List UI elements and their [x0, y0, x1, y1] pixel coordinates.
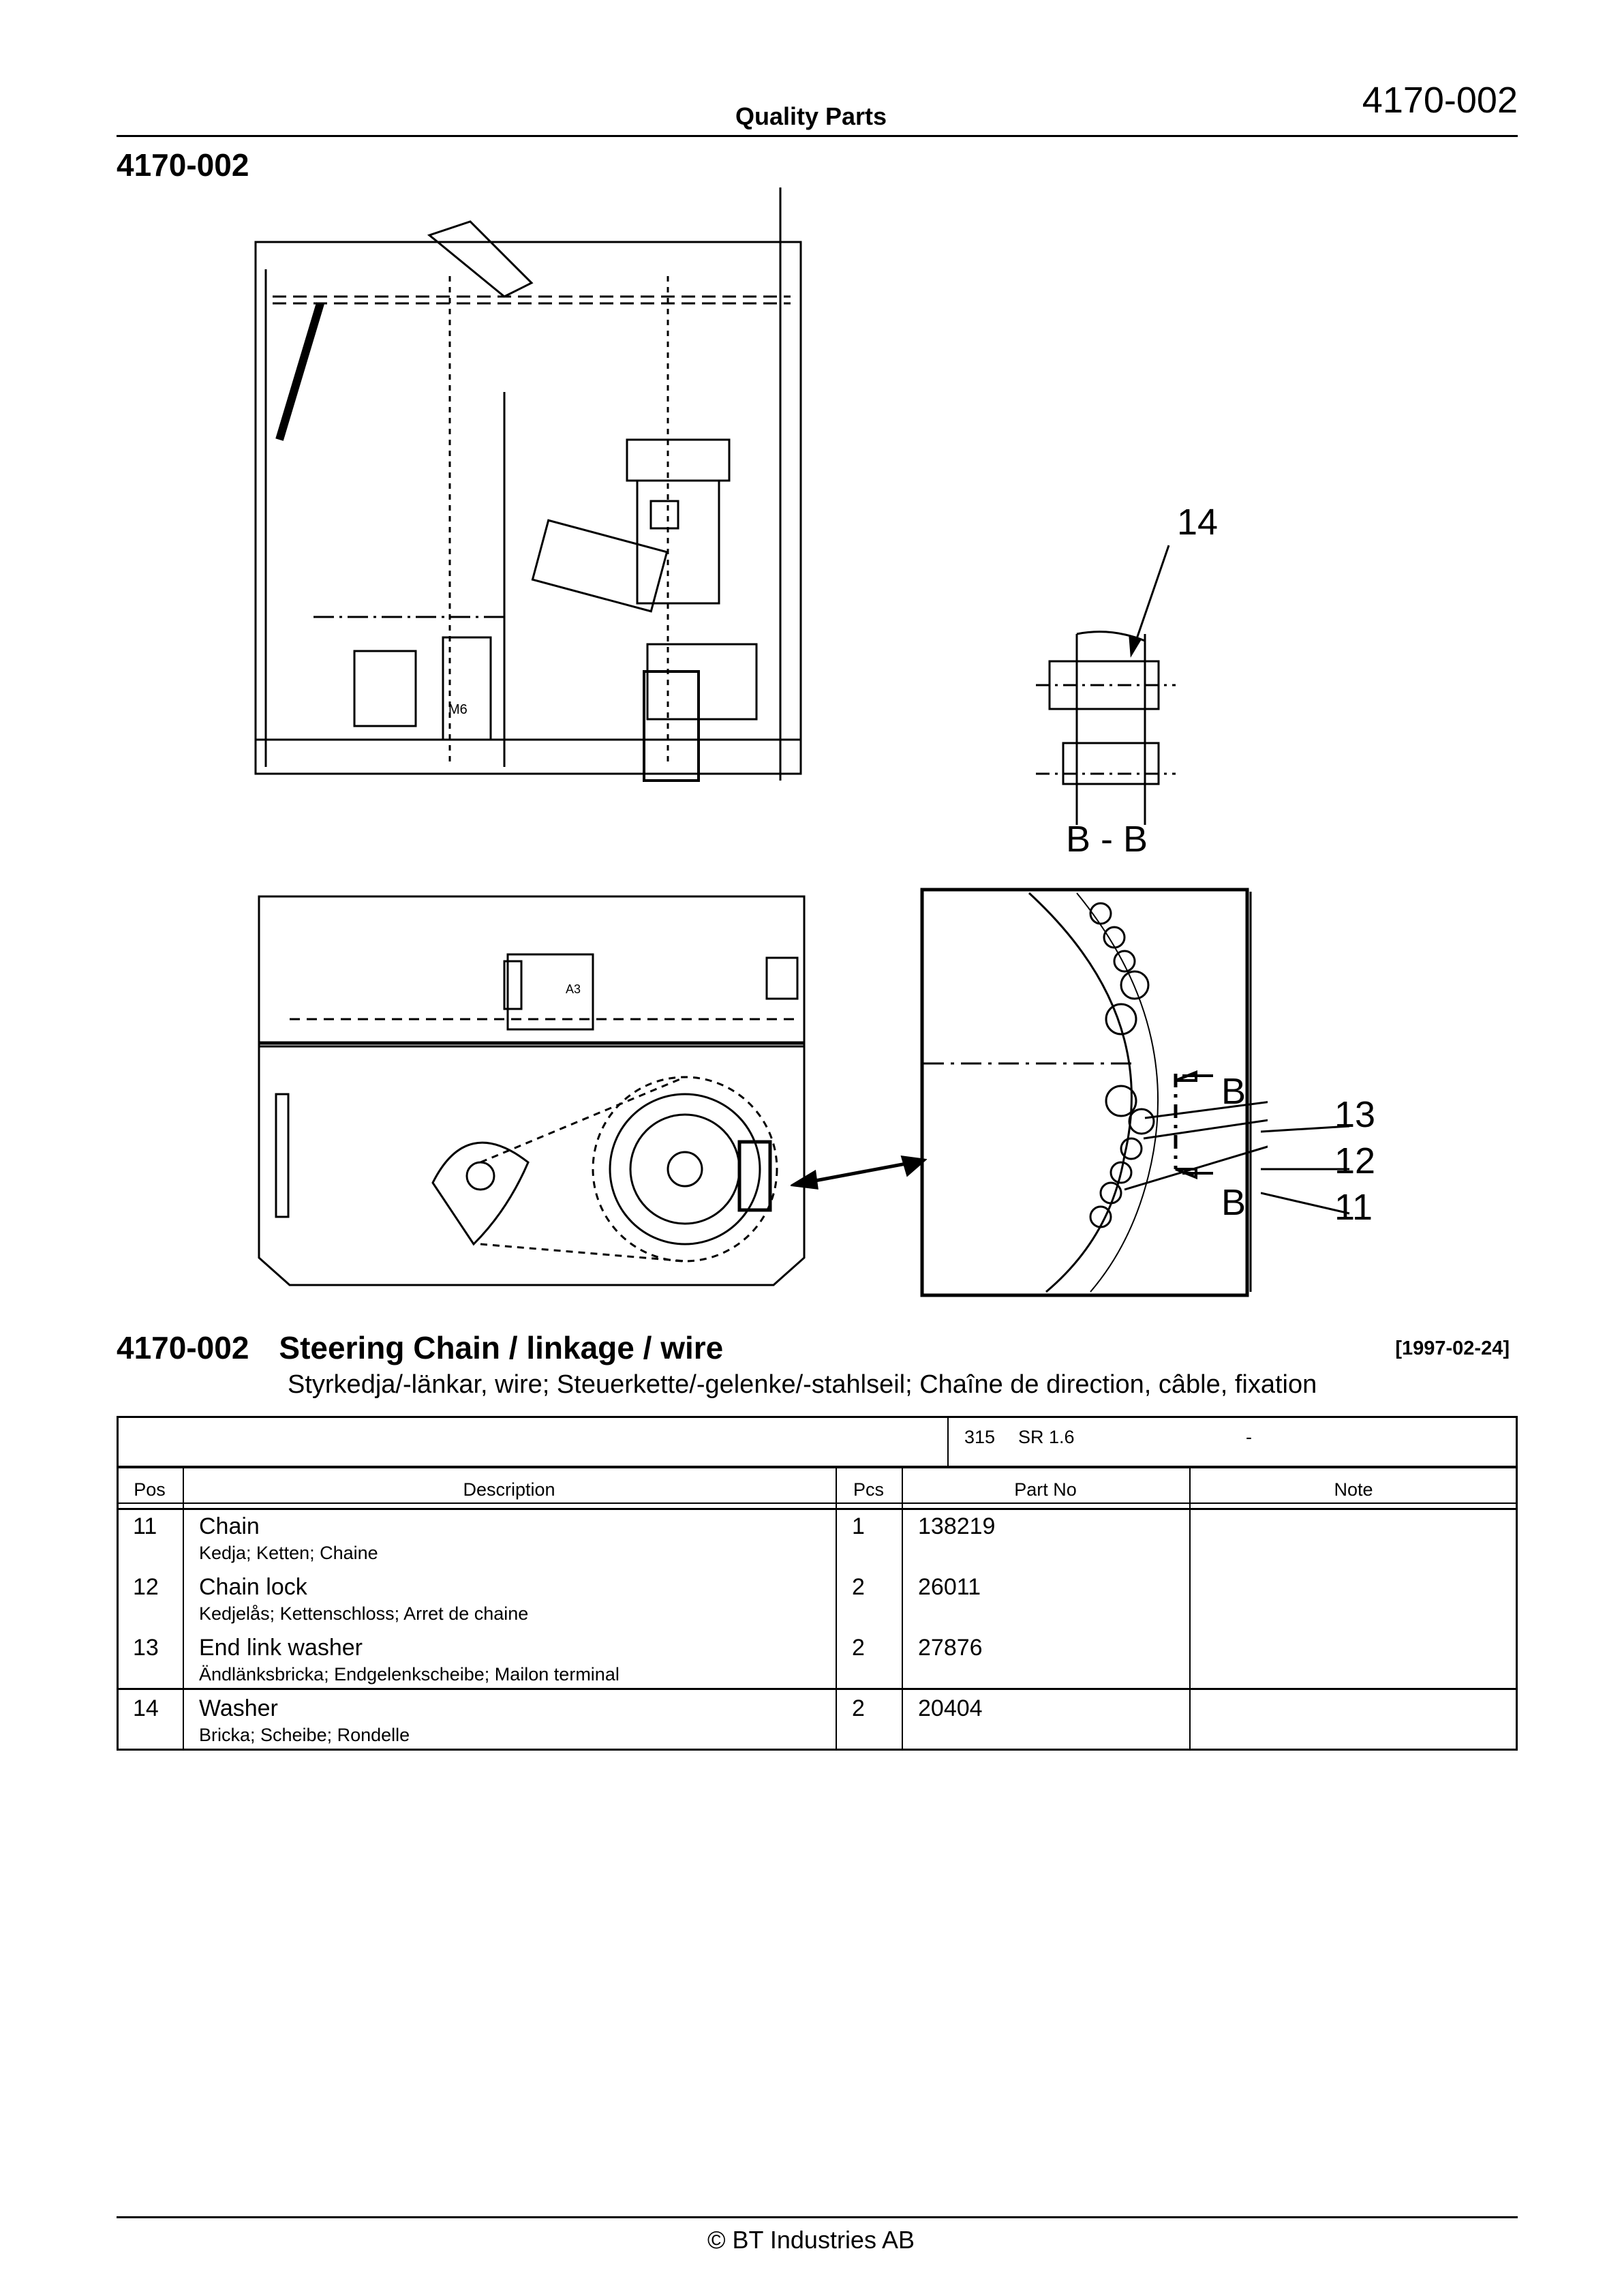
- component-label-m6: M6: [448, 702, 468, 717]
- row-translations: Kedja; Ketten; Chaine: [199, 1543, 378, 1563]
- footer-divider: [117, 2216, 1518, 2218]
- section-b-b-drawing: [1022, 539, 1193, 825]
- header-code: 4170-002: [1362, 80, 1518, 121]
- callout-14: 14: [1177, 502, 1219, 543]
- row-description: Chain: [199, 1513, 260, 1539]
- detail-arrow: [791, 1152, 927, 1193]
- row-description: Washer: [199, 1695, 278, 1721]
- row-description: Chain lock: [199, 1574, 307, 1600]
- table-divider: [947, 1416, 949, 1467]
- callout-13: 13: [1334, 1094, 1376, 1135]
- row-pcs: 2: [852, 1695, 865, 1721]
- column-header-pcs: Pcs: [853, 1479, 884, 1500]
- model-number: 315: [964, 1427, 996, 1447]
- column-header-pos: Pos: [134, 1479, 166, 1500]
- component-label-a3: A3: [566, 982, 581, 996]
- row-part-no: 20404: [918, 1695, 983, 1721]
- header-divider: [117, 135, 1518, 137]
- row-part-no: 27876: [918, 1635, 983, 1661]
- row-pos: 11: [133, 1513, 157, 1539]
- part-group-translations: Styrkedja/-länkar, wire; Steuerkette/-gelenke/-stahlseil; Chaîne de direction, câble, fixation: [288, 1370, 1317, 1399]
- row-part-no: 26011: [918, 1574, 981, 1600]
- table-divider: [117, 1502, 1518, 1504]
- part-group-date: [1997-02-24]: [1395, 1338, 1510, 1359]
- column-header-description: Description: [463, 1479, 555, 1500]
- row-translations: Bricka; Scheibe; Rondelle: [199, 1725, 410, 1745]
- row-pcs: 2: [852, 1574, 865, 1600]
- part-group-name: Steering Chain / linkage / wire: [279, 1330, 724, 1365]
- part-group-code: 4170-002: [117, 1330, 249, 1365]
- column-header-part-no: Part No: [1014, 1479, 1077, 1500]
- table-divider: [902, 1467, 903, 1751]
- row-pos: 13: [133, 1635, 159, 1661]
- section-label-b-b: B - B: [1066, 819, 1148, 860]
- row-pos: 14: [133, 1695, 159, 1721]
- row-pcs: 1: [852, 1513, 865, 1539]
- table-divider: [117, 1508, 1518, 1510]
- table-divider: [1189, 1467, 1191, 1751]
- part-group-title: [117, 1329, 723, 1366]
- callout-12: 12: [1334, 1141, 1376, 1181]
- truck-side-view-drawing: [245, 181, 818, 801]
- row-translations: Kedjelås; Kettenschloss; Arret de chaine: [199, 1603, 529, 1624]
- truck-top-view-drawing: [249, 890, 814, 1299]
- row-description: End link washer: [199, 1635, 363, 1661]
- section-code: 4170-002: [117, 147, 249, 183]
- model-range: -: [1246, 1427, 1252, 1447]
- row-translations: Ändlänksbricka; Endgelenkscheibe; Mailon terminal: [199, 1664, 619, 1685]
- chain-detail-drawing: [913, 883, 1268, 1299]
- section-marker-b-bottom: B: [1221, 1182, 1246, 1223]
- table-divider: [836, 1467, 837, 1751]
- footer-copyright: © BT Industries AB: [707, 2226, 915, 2254]
- section-marker-b-top: B: [1221, 1071, 1246, 1112]
- table-divider: [117, 1688, 1518, 1690]
- row-pos: 12: [133, 1574, 159, 1600]
- table-divider: [117, 1466, 1518, 1468]
- table-divider: [183, 1467, 184, 1751]
- callout-11: 11: [1334, 1187, 1373, 1228]
- column-header-note: Note: [1334, 1479, 1373, 1500]
- header-title: Quality Parts: [735, 102, 887, 130]
- row-part-no: 138219: [918, 1513, 996, 1539]
- model-series: SR 1.6: [1018, 1427, 1075, 1447]
- row-pcs: 2: [852, 1635, 865, 1661]
